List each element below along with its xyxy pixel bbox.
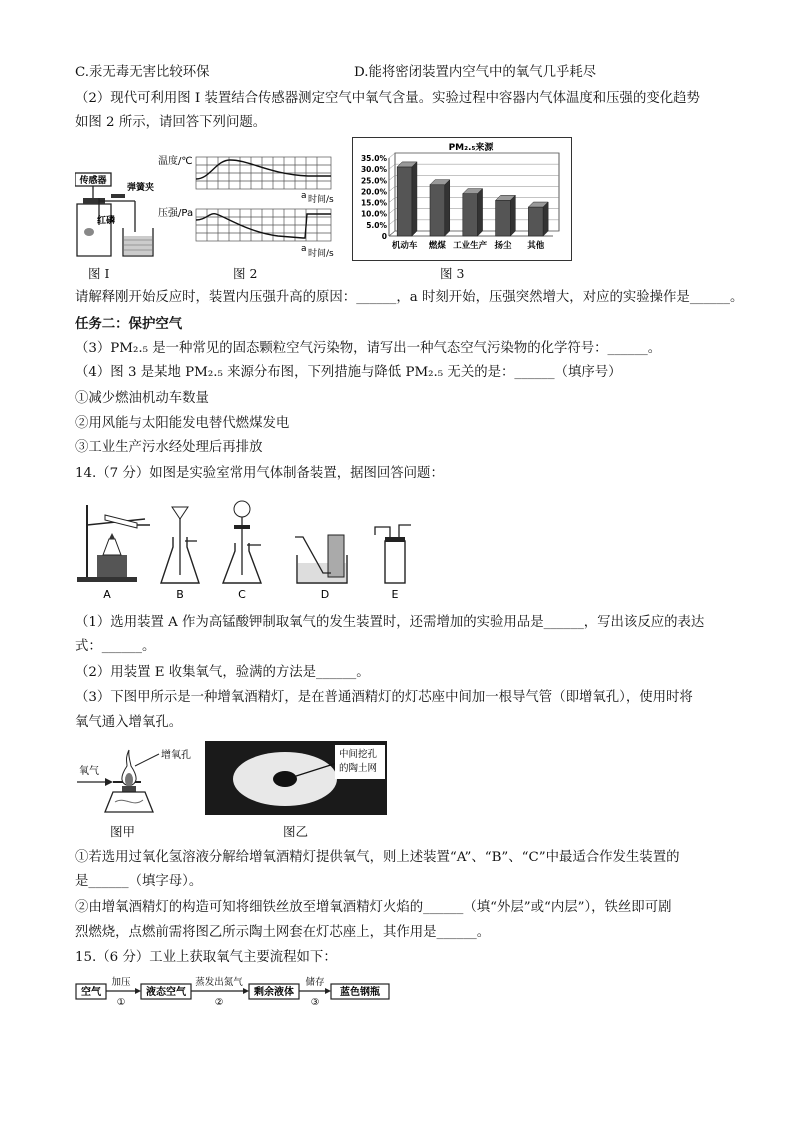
option-c: C.汞无毒无害比较环保	[75, 65, 210, 80]
figure-3-caption: 图 3	[440, 266, 465, 281]
y-tick-label: 10.0%	[360, 209, 387, 219]
pressure-axis-label: 压强/Pa	[158, 208, 194, 219]
lamp-figure-yi	[205, 741, 387, 815]
flow-box-3: 剩余液体	[254, 987, 294, 998]
gridline-depth	[389, 164, 395, 169]
bar-工业生产	[463, 194, 478, 236]
gridline-depth	[389, 209, 395, 214]
q14-3-text: （3）下图甲所示是一种增氧酒精灯，是在普通酒精灯的灯芯座中间加一根导气管（即增氧孔），使用时将	[75, 690, 693, 705]
a-mark-2: a	[301, 244, 307, 254]
figure-1-caption: 图 I	[88, 266, 110, 281]
q14-3-1-cont: 是______（填字母）。	[75, 874, 203, 889]
phosphorus-label: 红磷	[97, 216, 116, 226]
flow-diagram	[75, 974, 395, 1008]
lamp-figure-jia	[75, 740, 200, 818]
figure-2-caption: 图 2	[233, 266, 258, 281]
chart-title: PM₂.₅来源	[448, 143, 494, 153]
gridline-depth	[389, 198, 395, 203]
apparatus-e	[375, 525, 411, 583]
label-e: E	[391, 588, 399, 601]
flow-arrow-bottom-1: ①	[116, 997, 126, 1008]
sensor-label: 传感器	[79, 176, 107, 186]
apparatus-b	[161, 507, 199, 583]
bar-side	[445, 180, 450, 236]
bar-燃煤	[430, 185, 445, 236]
label-d: D	[320, 588, 330, 601]
flow-box-4: 蓝色钢瓶	[340, 987, 380, 998]
q14-3-2-text: ②由增氧酒精灯的构造可知将细铁丝放至增氧酒精灯火焰的______（填“外层”或“内层”），铁丝即可剧	[75, 900, 672, 915]
q14-3-2-cont: 烈燃烧，点燃前需将图乙所示陶土网套在灯芯座上，其作用是______。	[75, 925, 491, 940]
figure-2	[158, 152, 348, 260]
clamp-label: 弹簧夹	[127, 183, 155, 193]
gridline-depth	[389, 220, 395, 225]
gridline-depth	[389, 175, 395, 180]
bar-side	[478, 189, 483, 236]
x-tick-label: 工业生产	[453, 241, 488, 251]
q2-question: 请解释刚开始反应时，装置内压强升高的原因：______，a 时刻开始，压强突然增大，对应的实验操作是______。	[75, 290, 744, 305]
a-mark-1: a	[301, 191, 307, 201]
bar-其他	[528, 207, 543, 236]
bar-side	[510, 195, 515, 236]
net-label-2: 的陶土网	[339, 763, 378, 774]
gridline-depth	[389, 153, 395, 158]
bar-扬尘	[496, 200, 511, 236]
gridline-depth	[389, 231, 395, 236]
task-2-heading: 任务二：保护空气	[75, 316, 183, 332]
flow-box-1: 空气	[81, 987, 101, 998]
y-tick-label: 20.0%	[360, 187, 387, 197]
q14-1-cont: 式：______。	[75, 639, 156, 654]
bar-side	[543, 202, 548, 236]
temp-axis-label: 温度/℃	[158, 156, 193, 167]
apparatus-c	[223, 501, 261, 583]
x-tick-label: 机动车	[391, 241, 418, 251]
q14-3-1-text: ①若选用过氧化氢溶液分解给增氧酒精灯提供氧气，则上述装置“A”、“B”、“C”中最适合作发生装置的	[75, 850, 680, 865]
flow-arrow-bottom-2: ②	[214, 997, 224, 1008]
q2-text-cont: 如图 2 所示，请回答下列问题。	[75, 115, 267, 130]
pm25-bar-chart	[353, 138, 571, 260]
q14-2-text: （2）用装置 E 收集氧气，验满的方法是______。	[75, 665, 370, 680]
option-2: ②用风能与太阳能发电替代燃煤发电	[75, 416, 290, 431]
label-a: A	[103, 588, 111, 601]
label-c: C	[238, 588, 246, 601]
flow-arrow-bottom-3: ③	[310, 997, 320, 1008]
q15-heading: 15.（6 分）工业上获取氧气主要流程如下：	[75, 950, 337, 965]
y-tick-label: 15.0%	[360, 198, 387, 208]
x-tick-label: 其他	[527, 241, 545, 251]
time-axis-2: 时间/s	[308, 249, 334, 259]
q3-text: （3）PM₂.₅ 是一种常见的固态颗粒空气污染物，请写出一种气态空气污染物的化学符号：______。	[75, 341, 662, 356]
option-d: D.能将密闭装置内空气中的氧气几乎耗尽	[354, 65, 597, 80]
flow-arrow-top-1: 加压	[111, 977, 131, 988]
y-tick-label: 35.0%	[360, 154, 387, 163]
y-tick-label: 0	[381, 232, 387, 241]
hole-label: 增氧孔	[161, 750, 191, 761]
net-label-1: 中间挖孔	[339, 749, 378, 760]
apparatus-d	[295, 535, 347, 583]
figure-3-chart	[352, 137, 572, 261]
x-tick-label: 燃煤	[428, 241, 446, 251]
bar-side	[412, 162, 417, 236]
q2-text: （2）现代可利用图 I 装置结合传感器测定空气中氧气含量。实验过程中容器内气体温度和压强的变化趋势	[75, 91, 700, 106]
time-axis-1: 时间/s	[308, 195, 334, 205]
y-tick-label: 30.0%	[360, 165, 387, 175]
apparatus-figure	[75, 495, 420, 605]
lamp-jia-caption: 图甲	[110, 824, 136, 839]
flow-box-2: 液态空气	[146, 987, 186, 998]
x-tick-label: 扬尘	[494, 241, 512, 251]
y-tick-label: 5.0%	[366, 220, 387, 230]
q14-heading: 14.（7 分）如图是实验室常用气体制备装置，据图回答问题：	[75, 466, 444, 481]
apparatus-a	[77, 505, 150, 582]
figure-1	[75, 170, 170, 262]
y-tick-label: 25.0%	[360, 176, 387, 186]
bar-机动车	[397, 167, 412, 236]
flow-arrow-top-2: 蒸发出氮气	[195, 977, 243, 988]
flow-arrow-top-3: 储存	[305, 977, 325, 988]
q14-1-text: （1）选用装置 A 作为高锰酸钾制取氧气的发生装置时，还需增加的实验用品是______，写出该反应的表达	[75, 615, 705, 630]
label-b: B	[176, 588, 184, 601]
option-3: ③工业生产污水经处理后再排放	[75, 440, 263, 455]
q4-text: （4）图 3 是某地 PM₂.₅ 来源分布图，下列措施与降低 PM₂.₅ 无关的是：______（填序号）	[75, 365, 622, 380]
oxygen-label: 氧气	[79, 766, 99, 777]
option-1: ①减少燃油机动车数量	[75, 391, 209, 406]
gridline-depth	[389, 186, 395, 191]
q14-3-cont: 氧气通入增氧孔。	[75, 715, 183, 730]
lamp-yi-caption: 图乙	[283, 824, 309, 839]
